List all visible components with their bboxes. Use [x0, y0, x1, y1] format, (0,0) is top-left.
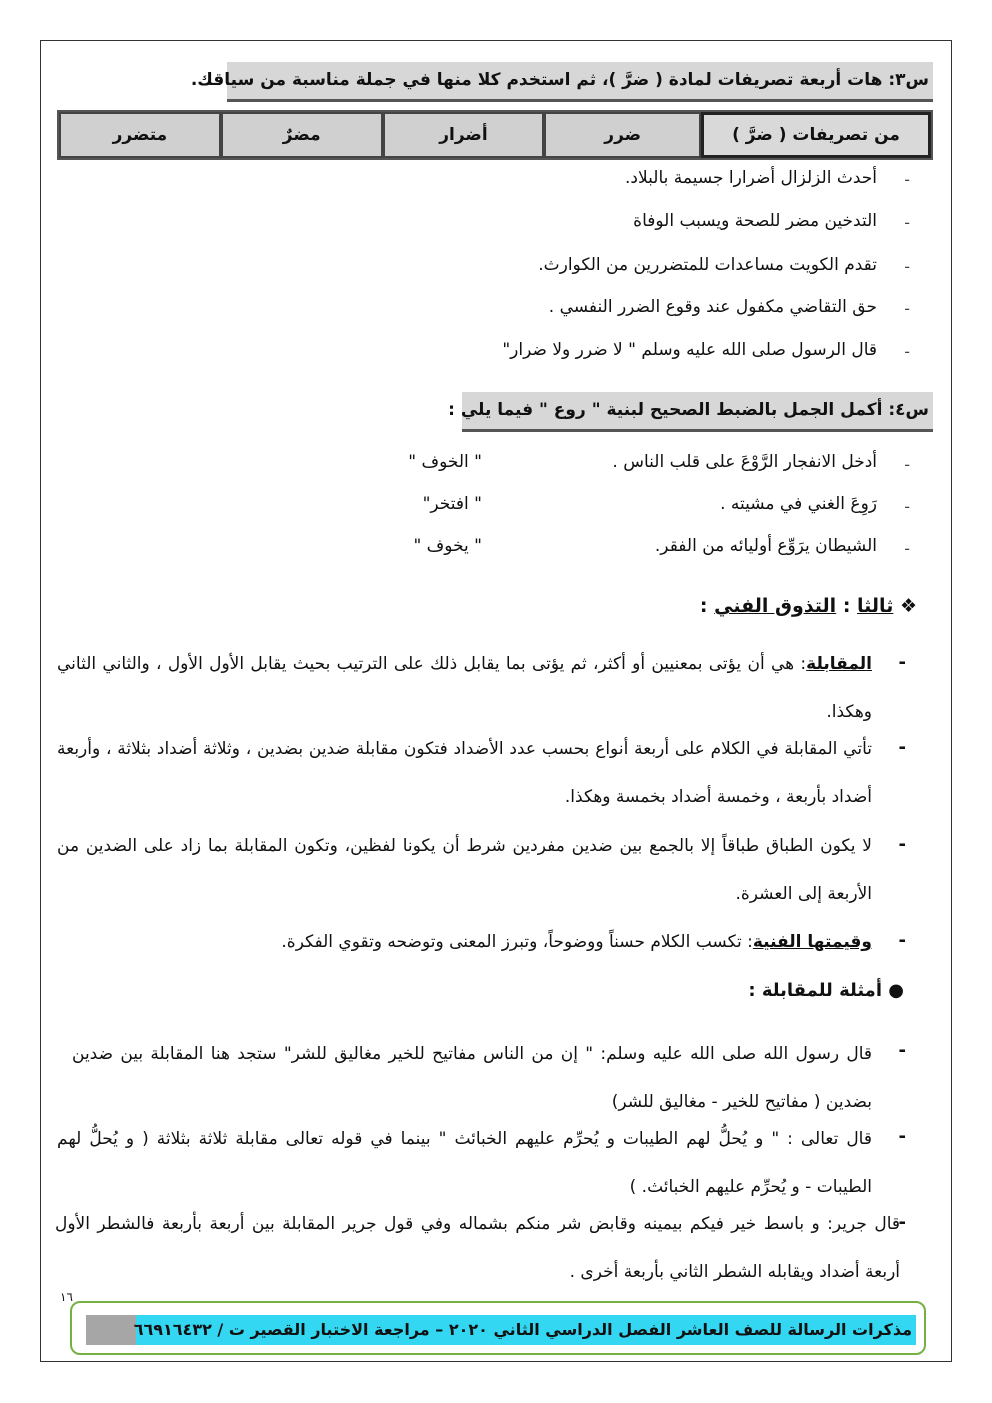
- round-bullet-icon: ●: [888, 980, 904, 1001]
- derivations-table: [57, 110, 933, 160]
- list-dash: -: [898, 834, 906, 855]
- q3-sentence: التدخين مضر للصحة ويسبب الوفاة: [633, 211, 877, 231]
- list-dash: -: [898, 1212, 906, 1233]
- definition-text: : هي أن يؤتى بمعنيين أو أكثر، ثم يؤتى بما يقابل ذلك على الترتيب بحيث يقابل الأول الأول ، والثاني الثاني وهكذا.: [57, 654, 872, 722]
- q3-sentence: أحدث الزلزال أضرارا جسيمة بالبلاد.: [625, 168, 877, 188]
- list-dash: -: [904, 257, 910, 276]
- q4-hint: " افتخر": [422, 494, 482, 514]
- examples-heading: [748, 980, 904, 1001]
- definition-term: المقابلة: [806, 654, 872, 674]
- list-dash: -: [904, 497, 910, 516]
- example-item: قال تعالى : " و يُحلُّ لهم الطيبات و يُحرِّم عليهم الخبائث " بينما في قوله تعالى مقابلة ثلاثة بثلاثة ( و يُحلُّ لهم الطيبات - و يُحرِّم عليهم الخبائث. ): [57, 1129, 872, 1197]
- section-end: :: [699, 595, 715, 617]
- q4-sentence: رَوِعَ الغني في مشيته .: [720, 494, 877, 514]
- list-dash: -: [898, 652, 906, 673]
- tibaq-paragraph: لا يكون الطباق طباقاً إلا بالجمع بين ضدين مفردين شرط أن يكونا لفظين، وتكون المقابلة بما زاد على الضدين من الأربعة إلى العشرة.: [57, 836, 872, 904]
- derivation-cell: ضرر: [544, 112, 701, 158]
- section-title: التذوق الفني: [714, 595, 837, 617]
- q4-hint: " الخوف ": [408, 452, 482, 472]
- section-label: ثالثا: [857, 595, 894, 617]
- q4-sentence: الشيطان يرَوِّع أوليائه من الفقر.: [654, 536, 877, 556]
- list-dash: -: [898, 1040, 906, 1061]
- section-separator: :: [836, 595, 858, 617]
- definition-paragraph: [57, 640, 872, 736]
- types-paragraph: تأتي المقابلة في الكلام على أربعة أنواع بحسب عدد الأضداد فتكون مقابلة ضدين بضدين ، وثلاثة أضداد بثلاثة ، وأربعة أضداد بأربعة ، وخمسة أضداد بخمسة وهكذا.: [57, 739, 872, 807]
- page-number: ١٦: [60, 1290, 73, 1304]
- list-dash: -: [904, 213, 910, 232]
- q3-sentence: قال الرسول صلى الله عليه وسلم " لا ضرر ولا ضرار": [502, 340, 877, 360]
- footer-grey-block: [86, 1315, 140, 1345]
- list-dash: -: [904, 170, 910, 189]
- derivation-cell: أضرار: [383, 112, 545, 158]
- q3-sentence: حق التقاضي مكفول عند وقوع الضرر النفسي .: [548, 297, 877, 317]
- list-dash: -: [904, 539, 910, 558]
- examples-end: :: [748, 980, 762, 1001]
- diamond-bullet-icon: ❖: [899, 595, 917, 617]
- q4-sentence: أدخل الانفجار الرَّوْعَ على قلب الناس .: [612, 452, 877, 472]
- derivation-cell: متضرر: [59, 112, 221, 158]
- q4-hint: " يخوف ": [413, 536, 482, 556]
- list-dash: -: [904, 455, 910, 474]
- derivation-cell: مضرٌ: [221, 112, 383, 158]
- value-paragraph: [57, 918, 872, 966]
- footer-text: مذكرات الرسالة للصف العاشر الفصل الدراسي الثاني ٢٠٢٠ – مراجعة الاختبار القصير ت / ٦٦٩١٦٤٣٢: [136, 1315, 916, 1345]
- derivations-table-header: من تصريفات ( ضرَّ ): [701, 112, 931, 158]
- footer-banner: [70, 1301, 926, 1355]
- value-term: وقيمتها الفنية: [752, 932, 872, 952]
- value-text: : تكسب الكلام حسناً ووضوحاً، وتبرز المعنى وتوضحه وتقوي الفكرة.: [281, 932, 753, 952]
- q3-sentence: تقدم الكويت مساعدات للمتضررين من الكوارث.: [538, 255, 877, 275]
- q3-title: س٣: هات أربعة تصريفات لمادة ( ضرَّ )، ثم استخدم كلا منها في جملة مناسبة من سياقك.: [227, 62, 933, 102]
- list-dash: -: [904, 299, 910, 318]
- list-dash: -: [898, 930, 906, 951]
- example-item: قال جرير: و باسط خير فيكم بيمينه وقابض شر منكم بشماله وفي قول جرير المقابلة بين أربعة بأربعة فالشطر الأول أربعة أضداد ويقابله الشطر الثاني بأربعة أخرى .: [55, 1214, 900, 1282]
- example-item: قال رسول الله صلى الله عليه وسلم: " إن من الناس مفاتيح للخير مغاليق للشر" ستجد هنا المقابلة بين ضدين بضدين ( مفاتيح للخير - مغاليق للشر): [72, 1044, 872, 1112]
- list-dash: -: [898, 737, 906, 758]
- list-dash: -: [898, 1126, 906, 1147]
- q4-title: س٤: أكمل الجمل بالضبط الصحيح لبنية " روع " فيما يلي :: [462, 392, 933, 432]
- list-dash: -: [904, 342, 910, 361]
- examples-title: أمثلة للمقابلة: [761, 980, 882, 1001]
- section-heading: [700, 595, 917, 617]
